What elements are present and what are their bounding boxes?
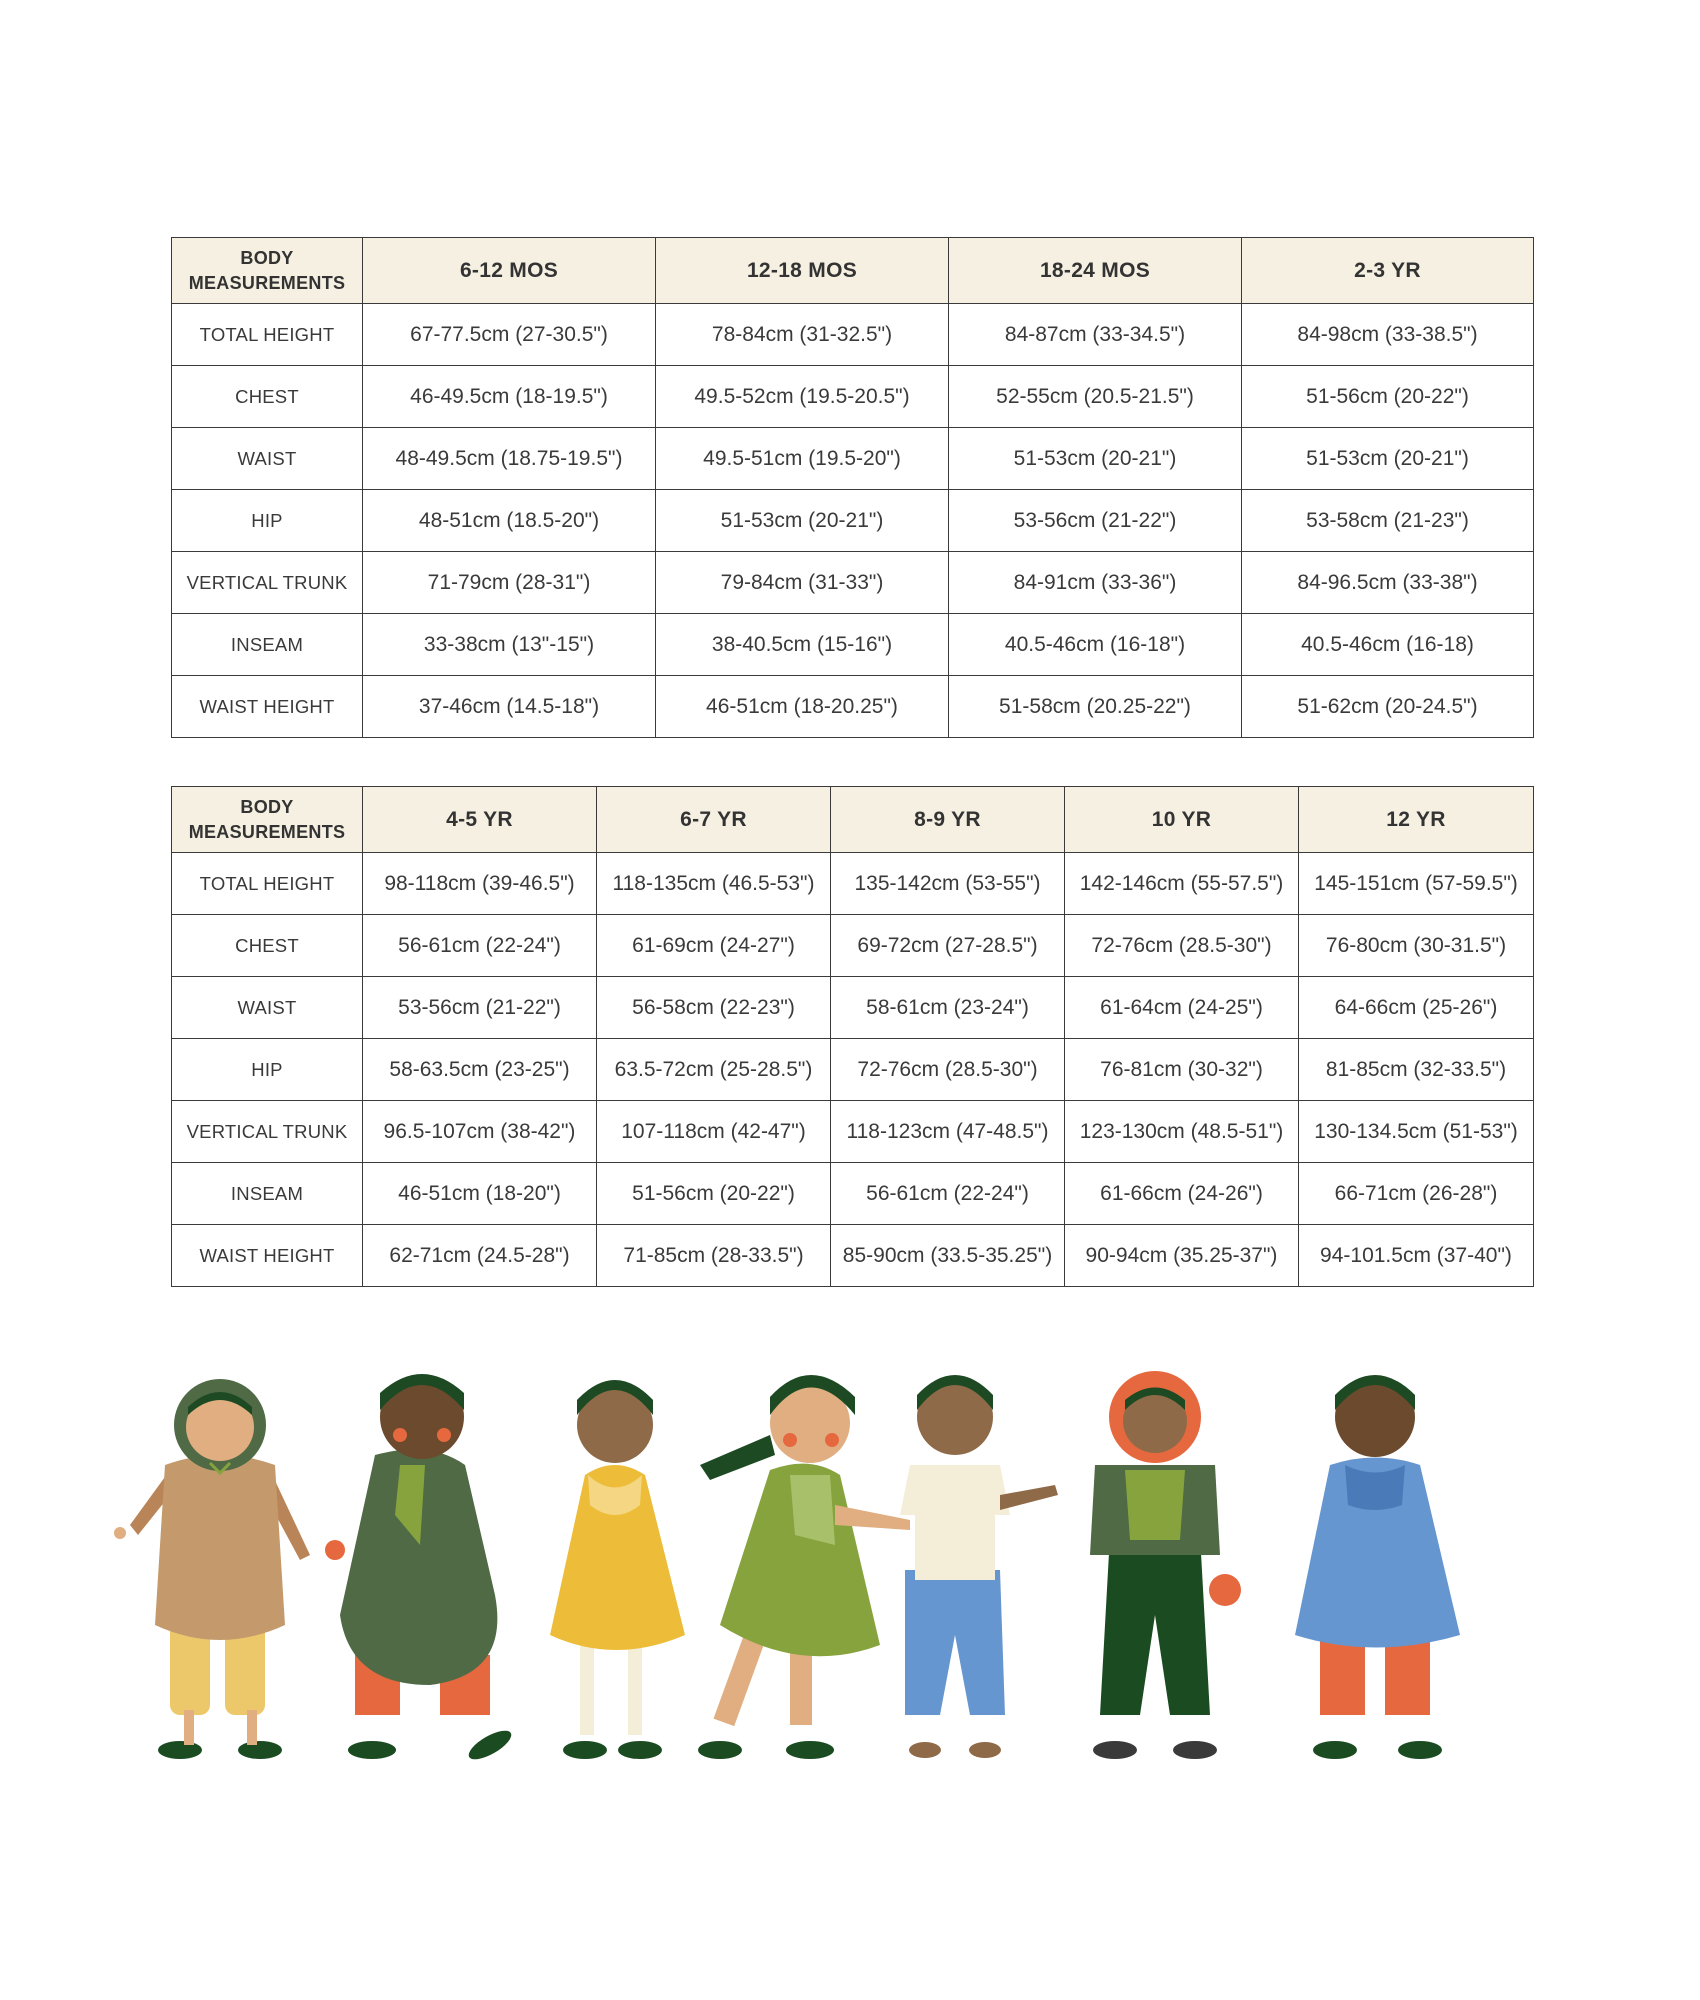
row-label: TOTAL HEIGHT [172,853,363,915]
table-cell: 78-84cm (31-32.5") [656,304,949,366]
table-cell: 46-49.5cm (18-19.5") [363,366,656,428]
size-chart-table-baby [171,237,1534,738]
row-label: WAIST [172,428,363,490]
table-cell: 48-51cm (18.5-20") [363,490,656,552]
table-cell: 51-56cm (20-22") [1242,366,1534,428]
table-cell: 51-56cm (20-22") [597,1163,831,1225]
table-cell: 66-71cm (26-28") [1299,1163,1534,1225]
table-cell: 58-61cm (23-24") [831,977,1065,1039]
row-label: WAIST [172,977,363,1039]
table-row [172,977,1534,1039]
size-header: 4-5 YR [363,787,597,853]
table-cell: 118-135cm (46.5-53") [597,853,831,915]
table-cell: 98-118cm (39-46.5") [363,853,597,915]
corner-header: BODY MEASUREMENTS [172,787,363,853]
table-row [172,366,1534,428]
table-cell: 40.5-46cm (16-18") [949,614,1242,676]
table-row [172,614,1534,676]
table-cell: 142-146cm (55-57.5") [1065,853,1299,915]
child-figure-yellow-dress [550,1380,685,1759]
size-chart-table-kids [171,786,1534,1287]
table-cell: 71-85cm (28-33.5") [597,1225,831,1287]
table-cell: 94-101.5cm (37-40") [1299,1225,1534,1287]
table-row [172,853,1534,915]
table-row [172,1039,1534,1101]
size-header: 2-3 YR [1242,238,1534,304]
table-cell: 38-40.5cm (15-16") [656,614,949,676]
row-label: WAIST HEIGHT [172,676,363,738]
table-row [172,676,1534,738]
table-cell: 90-94cm (35.25-37") [1065,1225,1299,1287]
table-cell: 52-55cm (20.5-21.5") [949,366,1242,428]
table-header-row [172,787,1534,853]
table-cell: 51-58cm (20.25-22") [949,676,1242,738]
row-label: HIP [172,490,363,552]
size-header: 12-18 MOS [656,238,949,304]
table-cell: 53-56cm (21-22") [949,490,1242,552]
table-cell: 72-76cm (28.5-30") [1065,915,1299,977]
child-figure-tan-coat [114,1379,310,1759]
children-illustration [110,1355,1590,1795]
table-cell: 51-53cm (20-21") [656,490,949,552]
table-cell: 84-91cm (33-36") [949,552,1242,614]
row-label: CHEST [172,915,363,977]
table-cell: 51-62cm (20-24.5") [1242,676,1534,738]
table-cell: 145-151cm (57-59.5") [1299,853,1534,915]
table-cell: 84-98cm (33-38.5") [1242,304,1534,366]
table-cell: 49.5-51cm (19.5-20") [656,428,949,490]
row-label: VERTICAL TRUNK [172,552,363,614]
table-cell: 63.5-72cm (25-28.5") [597,1039,831,1101]
table-row [172,490,1534,552]
table-cell: 85-90cm (33.5-35.25") [831,1225,1065,1287]
table-cell: 118-123cm (47-48.5") [831,1101,1065,1163]
table-cell: 51-53cm (20-21") [1242,428,1534,490]
table-cell: 56-61cm (22-24") [831,1163,1065,1225]
table-cell: 46-51cm (18-20.25") [656,676,949,738]
table-cell: 64-66cm (25-26") [1299,977,1534,1039]
table-cell: 67-77.5cm (27-30.5") [363,304,656,366]
size-header: 6-7 YR [597,787,831,853]
table-cell: 40.5-46cm (16-18) [1242,614,1534,676]
table-cell: 76-81cm (30-32") [1065,1039,1299,1101]
table-cell: 61-64cm (24-25") [1065,977,1299,1039]
size-header: 12 YR [1299,787,1534,853]
table-cell: 84-96.5cm (33-38") [1242,552,1534,614]
table-cell: 69-72cm (27-28.5") [831,915,1065,977]
child-figure-blue-dress [1295,1375,1460,1759]
table-cell: 53-58cm (21-23") [1242,490,1534,552]
table-cell: 81-85cm (32-33.5") [1299,1039,1534,1101]
child-figure-blue-trousers [900,1375,1058,1758]
table-cell: 62-71cm (24.5-28") [363,1225,597,1287]
row-label: CHEST [172,366,363,428]
table-row [172,552,1534,614]
row-label: INSEAM [172,614,363,676]
table-cell: 37-46cm (14.5-18") [363,676,656,738]
size-header: 8-9 YR [831,787,1065,853]
row-label: VERTICAL TRUNK [172,1101,363,1163]
table-row [172,1101,1534,1163]
table-cell: 130-134.5cm (51-53") [1299,1101,1534,1163]
table-cell: 76-80cm (30-31.5") [1299,915,1534,977]
child-figure-green-dress [325,1374,515,1765]
table-cell: 135-142cm (53-55") [831,853,1065,915]
table-cell: 56-58cm (22-23") [597,977,831,1039]
table-cell: 51-53cm (20-21") [949,428,1242,490]
table-row [172,304,1534,366]
row-label: WAIST HEIGHT [172,1225,363,1287]
corner-header: BODY MEASUREMENTS [172,238,363,304]
table-cell: 107-118cm (42-47") [597,1101,831,1163]
table-cell: 48-49.5cm (18.75-19.5") [363,428,656,490]
table-cell: 33-38cm (13"-15") [363,614,656,676]
row-label: HIP [172,1039,363,1101]
size-header: 18-24 MOS [949,238,1242,304]
child-figure-light-green-dress [698,1375,910,1759]
table-cell: 79-84cm (31-33") [656,552,949,614]
table-cell: 58-63.5cm (23-25") [363,1039,597,1101]
table-row [172,1163,1534,1225]
table-cell: 49.5-52cm (19.5-20.5") [656,366,949,428]
table-row [172,428,1534,490]
table-cell: 46-51cm (18-20") [363,1163,597,1225]
table-cell: 71-79cm (28-31") [363,552,656,614]
row-label: INSEAM [172,1163,363,1225]
table-row [172,1225,1534,1287]
table-cell: 96.5-107cm (38-42") [363,1101,597,1163]
table-cell: 56-61cm (22-24") [363,915,597,977]
table-cell: 123-130cm (48.5-51") [1065,1101,1299,1163]
table-header-row [172,238,1534,304]
row-label: TOTAL HEIGHT [172,304,363,366]
table-cell: 53-56cm (21-22") [363,977,597,1039]
child-figure-dark-green-overalls [1090,1371,1241,1759]
table-cell: 84-87cm (33-34.5") [949,304,1242,366]
table-cell: 61-66cm (24-26") [1065,1163,1299,1225]
table-cell: 72-76cm (28.5-30") [831,1039,1065,1101]
table-row [172,915,1534,977]
table-cell: 61-69cm (24-27") [597,915,831,977]
size-header: 6-12 MOS [363,238,656,304]
size-header: 10 YR [1065,787,1299,853]
